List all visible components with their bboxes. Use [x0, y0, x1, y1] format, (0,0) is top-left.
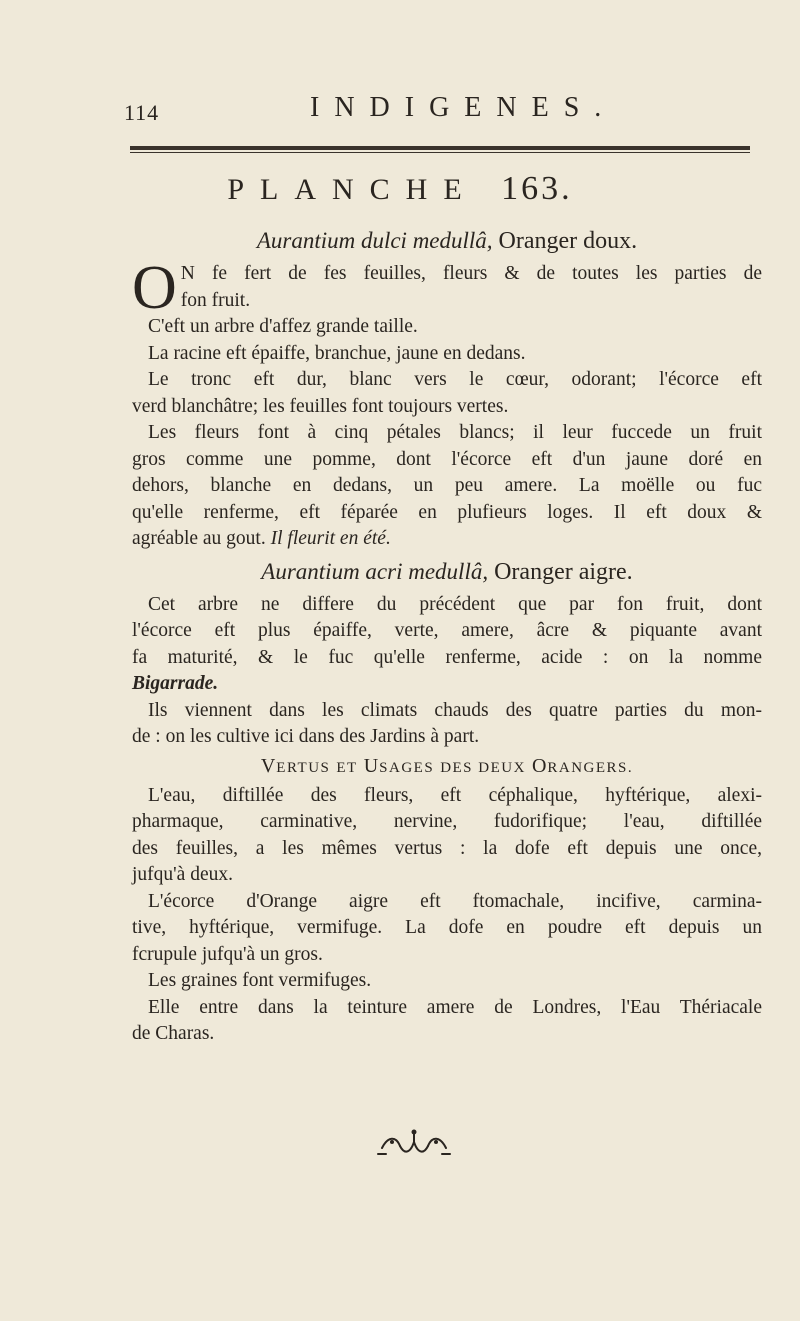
french-name: Oranger aigre. — [494, 558, 633, 585]
text-line: N fe fert de fes feuilles, fleurs & de toutes les parties de — [180, 263, 762, 284]
page-number: 114 — [124, 100, 160, 125]
text-line: de Charas. — [132, 1023, 215, 1044]
plate-number: 163. — [501, 170, 573, 207]
text-line: gros comme une pomme, dont l'écorce eft d'un jaune doré en — [132, 448, 762, 470]
text-line: fa maturité, & le fuc qu'elle renferme, acide : on la nomme — [132, 646, 762, 668]
latin-name: Aurantium dulci medullâ, — [256, 228, 493, 253]
text-line — [132, 526, 762, 553]
text-line: fon fruit. — [180, 289, 251, 311]
text-line: L'eau, diftillée des fleurs, eft céphalique, hyftérique, alexi- — [148, 784, 762, 806]
small-cap-text: SAGES — [379, 759, 435, 776]
drop-cap: O — [132, 254, 177, 322]
section-heading-bitter-orange — [132, 555, 762, 589]
small-cap-initial: V — [260, 754, 277, 777]
header-rule-thin — [130, 152, 750, 153]
text-line: dehors, blanche en dedans, un peu amere. La moëlle ou fuc — [132, 475, 762, 496]
text-line: L'écorce d'Orange aigre eft ftomachale, incifive, carmina- — [148, 890, 762, 912]
text-line: tive, hyftérique, vermifuge. La dofe en poudre eft depuis un — [132, 917, 762, 938]
text-line: Les fleurs font à cinq pétales blancs; il leur fuccede un fruit — [148, 422, 762, 443]
text-segment: agréable au gout. — [132, 528, 266, 549]
header-rule-thick — [130, 146, 750, 150]
running-title: INDIGENES. — [310, 92, 617, 123]
text-line: jufqu'à deux. — [132, 864, 233, 885]
french-name: Oranger doux. — [498, 228, 638, 254]
text-line: des feuilles, a les mêmes vertus : la dofe eft depuis une once, — [132, 837, 762, 859]
small-cap-text: RANGERS. — [547, 759, 634, 776]
text-line: pharmaque, carminative, nervine, fudorifique; l'eau, diftillée — [132, 811, 762, 832]
text-line: Le tronc eft dur, blanc vers le cœur, odorant; l'écorce eft — [148, 369, 762, 390]
text-line: fcrupule jufqu'à un gros. — [132, 943, 323, 965]
small-cap-text: ET — [336, 759, 358, 776]
text-line: C'eft un arbre d'affez grande taille. — [148, 316, 418, 337]
flowering-note: Il fleurit en été. — [270, 528, 391, 549]
text-line: Ils viennent dans les climats chauds des quatre parties du mon- — [148, 699, 762, 721]
text-line: La racine eft épaiffe, branchue, jaune en dedans. — [148, 342, 526, 364]
small-cap-initial: O — [531, 754, 548, 777]
body-text — [132, 222, 762, 1048]
text-line: Les graines font vermifuges. — [148, 970, 372, 991]
section-heading-sweet-orange — [132, 224, 762, 258]
text-line: l'écorce eft plus épaiffe, verte, amere, âcre & piquante avant — [132, 620, 762, 641]
small-cap-text: DES DEUX — [440, 759, 526, 776]
bigarrade-name: Bigarrade. — [132, 673, 219, 694]
plate-label: PLANCHE — [227, 173, 478, 206]
floral-ornament-icon — [372, 1128, 456, 1158]
plate-title — [0, 170, 800, 208]
section-heading-virtues — [132, 751, 762, 783]
text-line — [132, 671, 762, 698]
text-line: de : on les cultive ici dans des Jardins à part. — [132, 726, 480, 747]
text-line: qu'elle renferme, eft féparée en plufieurs loges. Il eft doux & — [132, 501, 762, 523]
text-line: Elle entre dans la teinture amere de Londres, l'Eau Thériacale — [148, 996, 762, 1018]
small-cap-initial: U — [363, 754, 380, 777]
latin-name: Aurantium acri medullâ, — [261, 558, 489, 584]
text-line: verd blanchâtre; les feuilles font toujours vertes. — [132, 395, 509, 417]
small-cap-text: ERTUS — [276, 759, 331, 776]
text-line: Cet arbre ne differe du précédent que par fon fruit, dont — [148, 593, 762, 615]
running-head — [0, 92, 800, 132]
